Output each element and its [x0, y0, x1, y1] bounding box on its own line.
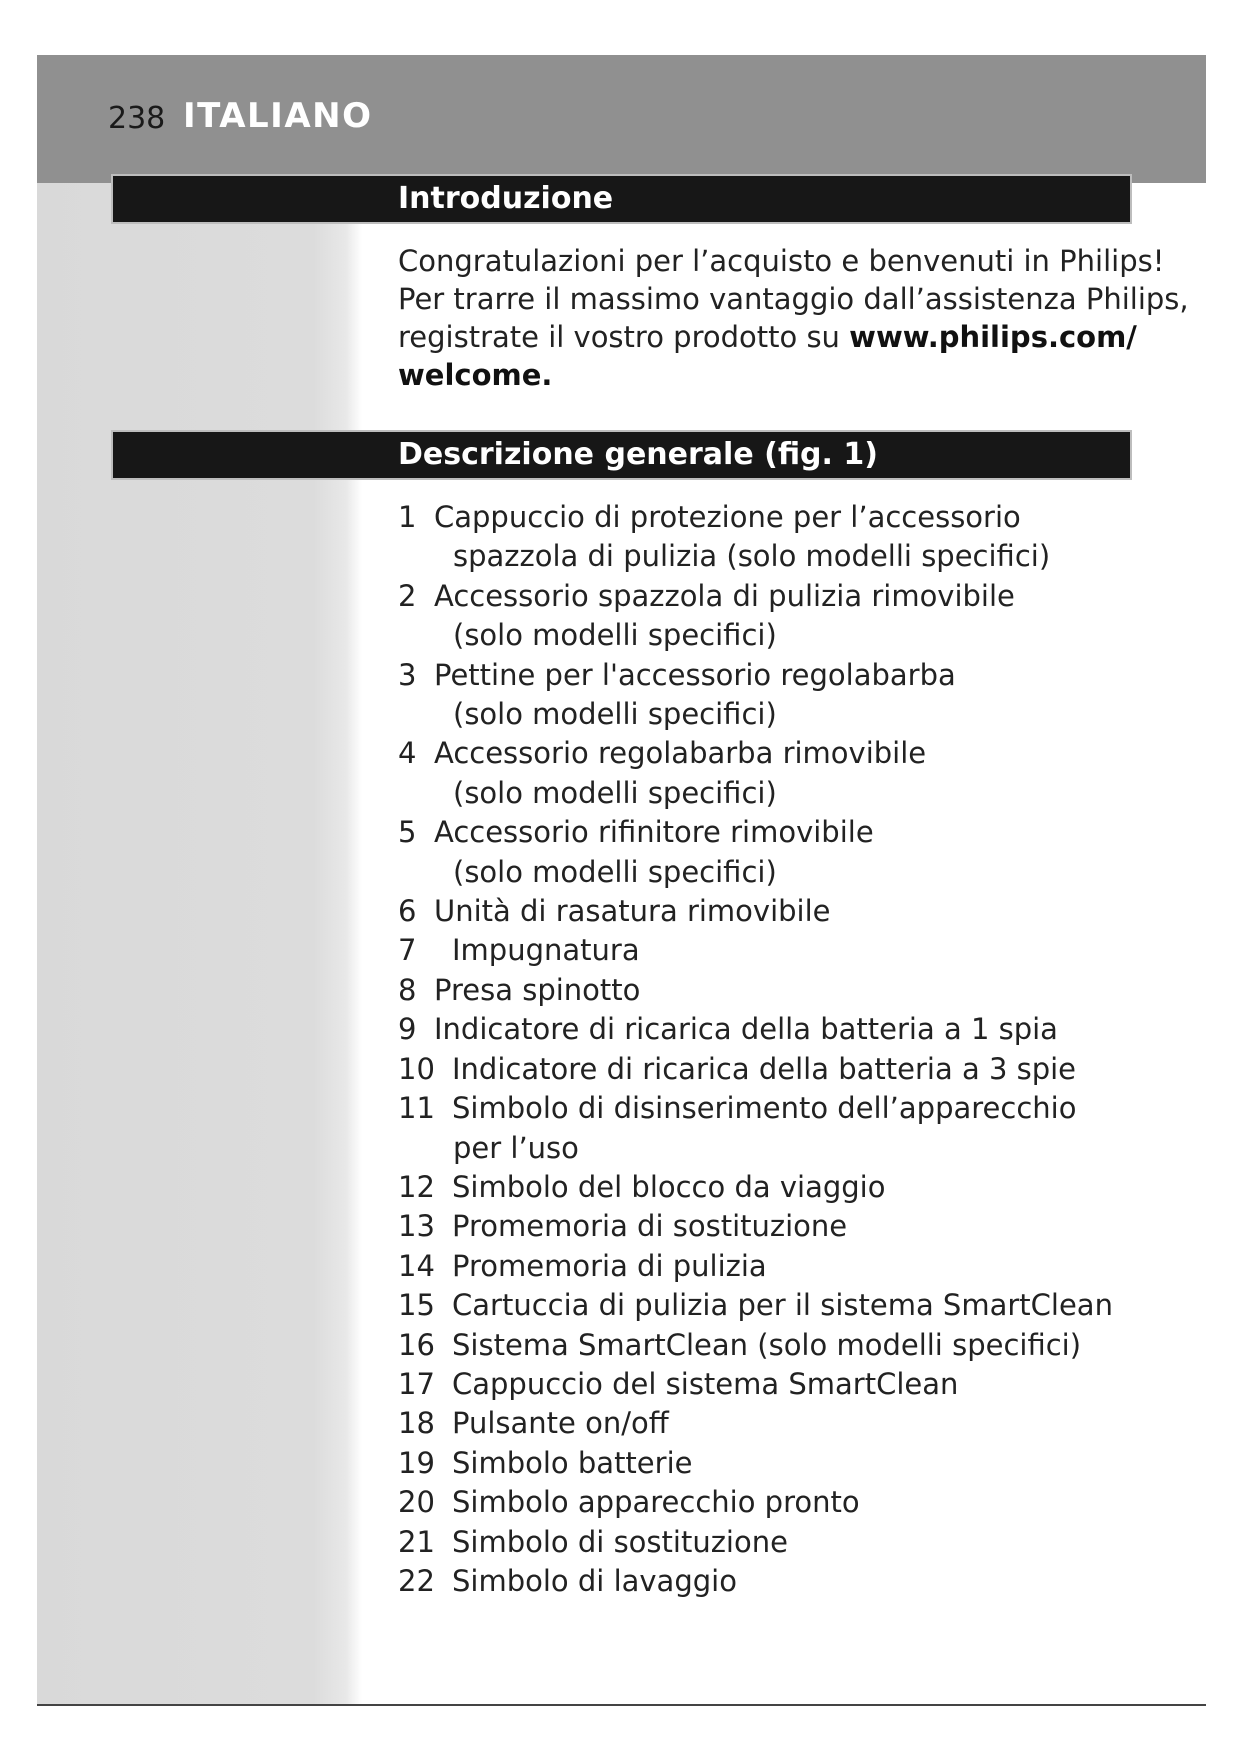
philips-url-part-2: welcome.	[398, 358, 553, 392]
list-item	[398, 1247, 1138, 1286]
list-item-number: 18	[398, 1406, 435, 1441]
intro-line-3-text: registrate il vostro prodotto su	[398, 320, 850, 354]
list-item	[398, 1207, 1138, 1246]
list-item	[398, 1404, 1138, 1443]
left-margin-column	[37, 183, 362, 1705]
list-item	[398, 577, 1138, 656]
list-item	[398, 1562, 1138, 1601]
list-item-text: Cappuccio di protezione per l’accessorio	[434, 500, 1021, 534]
list-item-text: Accessorio rifinitore rimovibile	[434, 815, 874, 850]
list-item	[398, 1326, 1138, 1365]
list-item-number: 11	[398, 1091, 435, 1126]
list-item	[398, 1523, 1138, 1562]
list-item-text: Impugnatura	[452, 933, 640, 968]
list-item	[398, 1483, 1138, 1522]
list-item-number: 19	[398, 1445, 435, 1480]
list-item	[398, 656, 1138, 735]
intro-line-2: Per trarre il massimo vantaggio dall’assistenza Philips,	[398, 282, 1189, 316]
list-item-text: Sistema SmartClean (solo modelli specifici)	[452, 1327, 1082, 1362]
list-item-text: Cappuccio del sistema SmartClean	[452, 1366, 959, 1401]
list-item-number: 5	[398, 815, 417, 850]
list-item-number: 22	[398, 1563, 435, 1598]
list-item-number: 1	[398, 500, 417, 534]
list-item-number: 2	[398, 578, 417, 613]
list-item-number: 15	[398, 1288, 435, 1323]
list-item-text: Presa spinotto	[434, 972, 641, 1007]
list-item-text: Pettine per l'accessorio regolabarba	[434, 657, 956, 692]
list-item-text: Simbolo del blocco da viaggio	[452, 1169, 886, 1204]
list-item-text: Pulsante on/off	[452, 1406, 669, 1441]
list-item-text: Promemoria di sostituzione	[452, 1209, 848, 1244]
bottom-rule	[37, 1704, 1206, 1706]
list-item-number: 7	[398, 933, 417, 968]
list-item	[398, 971, 1138, 1010]
list-item-text: Unità di rasatura rimovibile	[434, 894, 831, 929]
page-number: 238	[108, 101, 166, 136]
list-item	[398, 1089, 1138, 1168]
list-item-text: Promemoria di pulizia	[452, 1248, 767, 1283]
list-item-text: Accessorio spazzola di pulizia rimovibile	[434, 578, 1015, 613]
list-item	[398, 734, 1138, 813]
list-item-continuation: spazzola di pulizia (solo modelli specifici)	[453, 539, 1051, 574]
parts-list	[398, 498, 1138, 1601]
intro-line-4	[398, 356, 1138, 394]
introduction-heading: Introduzione	[398, 181, 614, 216]
introduction-heading-bar	[111, 174, 1132, 224]
introduction-paragraph	[398, 242, 1189, 394]
list-item	[398, 1444, 1138, 1483]
list-item-number: 20	[398, 1485, 435, 1520]
list-item-text: Simbolo di disinserimento dell’apparecchio	[452, 1091, 1077, 1126]
list-item	[398, 1168, 1138, 1207]
list-item-text: Cartuccia di pulizia per il sistema SmartClean	[452, 1288, 1113, 1323]
list-item-number: 17	[398, 1366, 435, 1401]
list-item-text: Simbolo di lavaggio	[452, 1563, 737, 1598]
list-item-number: 4	[398, 736, 417, 771]
list-item-number: 13	[398, 1209, 435, 1244]
list-item-number: 8	[398, 972, 417, 1007]
list-item-number: 14	[398, 1248, 435, 1283]
language-title: ITALIANO	[183, 96, 373, 136]
list-item	[398, 813, 1138, 892]
list-item	[398, 498, 1138, 577]
list-item	[398, 931, 1138, 970]
list-item-number: 16	[398, 1327, 435, 1362]
list-item	[398, 892, 1138, 931]
list-item-text: Simbolo apparecchio pronto	[452, 1485, 860, 1520]
list-item-continuation: (solo modelli specifici)	[453, 854, 777, 889]
list-item	[398, 1050, 1138, 1089]
description-heading: Descrizione generale (fig. 1)	[398, 437, 878, 472]
list-item-number: 21	[398, 1524, 435, 1559]
list-item-text: Simbolo batterie	[452, 1445, 693, 1480]
list-item	[398, 1286, 1138, 1325]
list-item-text: Indicatore di ricarica della batteria a 1 spia	[434, 1012, 1058, 1047]
list-item	[398, 1010, 1138, 1049]
list-item-number: 12	[398, 1169, 435, 1204]
list-item-number: 3	[398, 657, 417, 692]
list-item-text: Simbolo di sostituzione	[452, 1524, 788, 1559]
intro-line-1: Congratulazioni per l’acquisto e benvenuti in Philips!	[398, 244, 1165, 278]
list-item-number: 6	[398, 894, 417, 929]
intro-line-3	[398, 318, 1138, 356]
list-item	[398, 1365, 1138, 1404]
list-item-continuation: per l’uso	[453, 1130, 579, 1165]
list-item-continuation: (solo modelli specifici)	[453, 775, 777, 810]
list-item-number: 10	[398, 1051, 435, 1086]
philips-url-part-1: www.philips.com/	[849, 320, 1137, 354]
list-item-number: 9	[398, 1012, 417, 1047]
list-item-text: Indicatore di ricarica della batteria a 3 spie	[452, 1051, 1077, 1086]
list-item-continuation: (solo modelli specifici)	[453, 697, 777, 732]
list-item-continuation: (solo modelli specifici)	[453, 618, 777, 653]
list-item-text: Accessorio regolabarba rimovibile	[434, 736, 927, 771]
